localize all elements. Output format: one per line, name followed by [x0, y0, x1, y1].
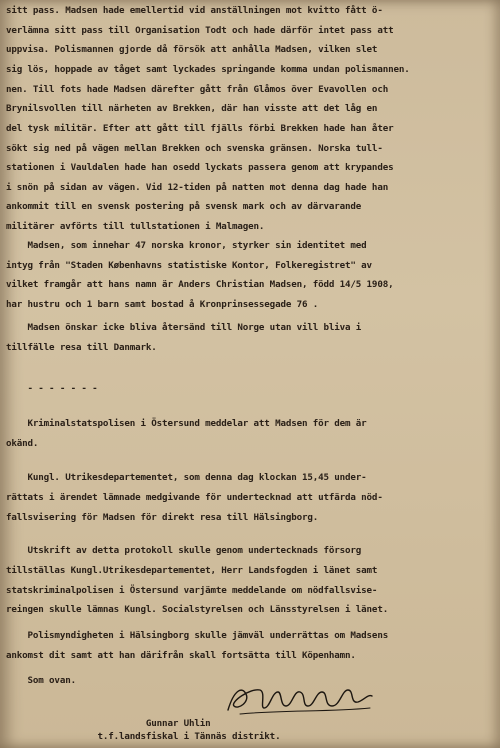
signatory-name: Gunnar Uhlin [6, 718, 211, 729]
text-line: verlämna sitt pass till Organisation Todt och hade därför intet pass att [6, 25, 394, 36]
text-line: fallsvisering för Madsen för direkt resa till Hälsingborg. [6, 512, 319, 523]
text-line: ankommit till en svensk postering på svensk mark och av därvarande [6, 201, 362, 212]
text-line: militärer avförts till tullstationen i Malmagen. [6, 221, 265, 232]
separator-dashes: - - - - - - - [6, 383, 98, 394]
text-line: sitt pass. Madsen hade emellertid vid anställningen mot kvitto fått ö- [6, 5, 383, 16]
text-line: sökt sig ned på vägen mellan Brekken och svenska gränsen. Norska tull- [6, 143, 383, 154]
text-line: Madsen, som innehar 47 norska kronor, styrker sin identitet med [6, 240, 367, 251]
text-line: sig lös, hoppade av tåget samt lyckades springande komma undan polismannen. [6, 64, 410, 75]
text-line: tillställas Kungl.Utrikesdepartementet, Herr Landsfogden i länet samt [6, 565, 378, 576]
signatory-title: t.f.landsfiskal i Tännäs distrikt. [6, 731, 281, 742]
text-line: rättats i ärendet lämnade medgivande för undertecknad att utfärda nöd- [6, 492, 383, 503]
text-line: del tysk militär. Efter att gått till fjälls förbi Brekken hade han åter [6, 123, 394, 134]
text-line: Madsen önskar icke bliva återsänd till Norge utan vill bliva i [6, 322, 362, 333]
text-line: stationen i Vauldalen hade han osedd lyckats passera genom att krypandes [6, 162, 394, 173]
text-line: tillfälle resa till Danmark. [6, 342, 157, 353]
text-line: intyg från "Staden Københavns statistiske Kontor, Folkeregistret" av [6, 260, 372, 271]
text-line: uppvisa. Polismannen gjorde då försök att anhålla Madsen, vilken slet [6, 44, 378, 55]
text-line: statskriminalpolisen i Östersund varjämte meddelande om nödfallsvise- [6, 585, 378, 596]
text-line: Brynilsvollen till närheten av Brekken, där han visste att det låg en [6, 103, 378, 114]
handwritten-signature [220, 680, 380, 720]
text-line: vilket framgår att hans namn är Anders Christian Madsen, född 14/5 1908, [6, 279, 394, 290]
text-line: Polismyndigheten i Hälsingborg skulle jämväl underrättas om Madsens [6, 630, 389, 641]
text-line: ankomst dit samt att han därifrån skall fortsätta till Köpenhamn. [6, 650, 356, 661]
text-line: okänd. [6, 438, 39, 449]
text-line: nen. Till fots hade Madsen därefter gått från Glåmos över Evavollen och [6, 84, 389, 95]
text-line: Kriminalstatspolisen i Östersund meddelar att Madsen för dem är [6, 418, 367, 429]
text-line: reingen skulle lämnas Kungl. Socialstyrelsen och Länsstyrelsen i länet. [6, 604, 389, 615]
text-line: Som ovan. [6, 675, 76, 686]
text-line: Kungl. Utrikesdepartementet, som denna dag klockan 15,45 under- [6, 472, 367, 483]
text-line: har hustru och 1 barn samt bostad å Kronprinsessegade 76 . [6, 299, 319, 310]
text-line: Utskrift av detta protokoll skulle genom undertecknads försorg [6, 545, 362, 556]
text-line: i snön på sidan av vägen. Vid 12-tiden på natten mot denna dag hade han [6, 182, 389, 193]
